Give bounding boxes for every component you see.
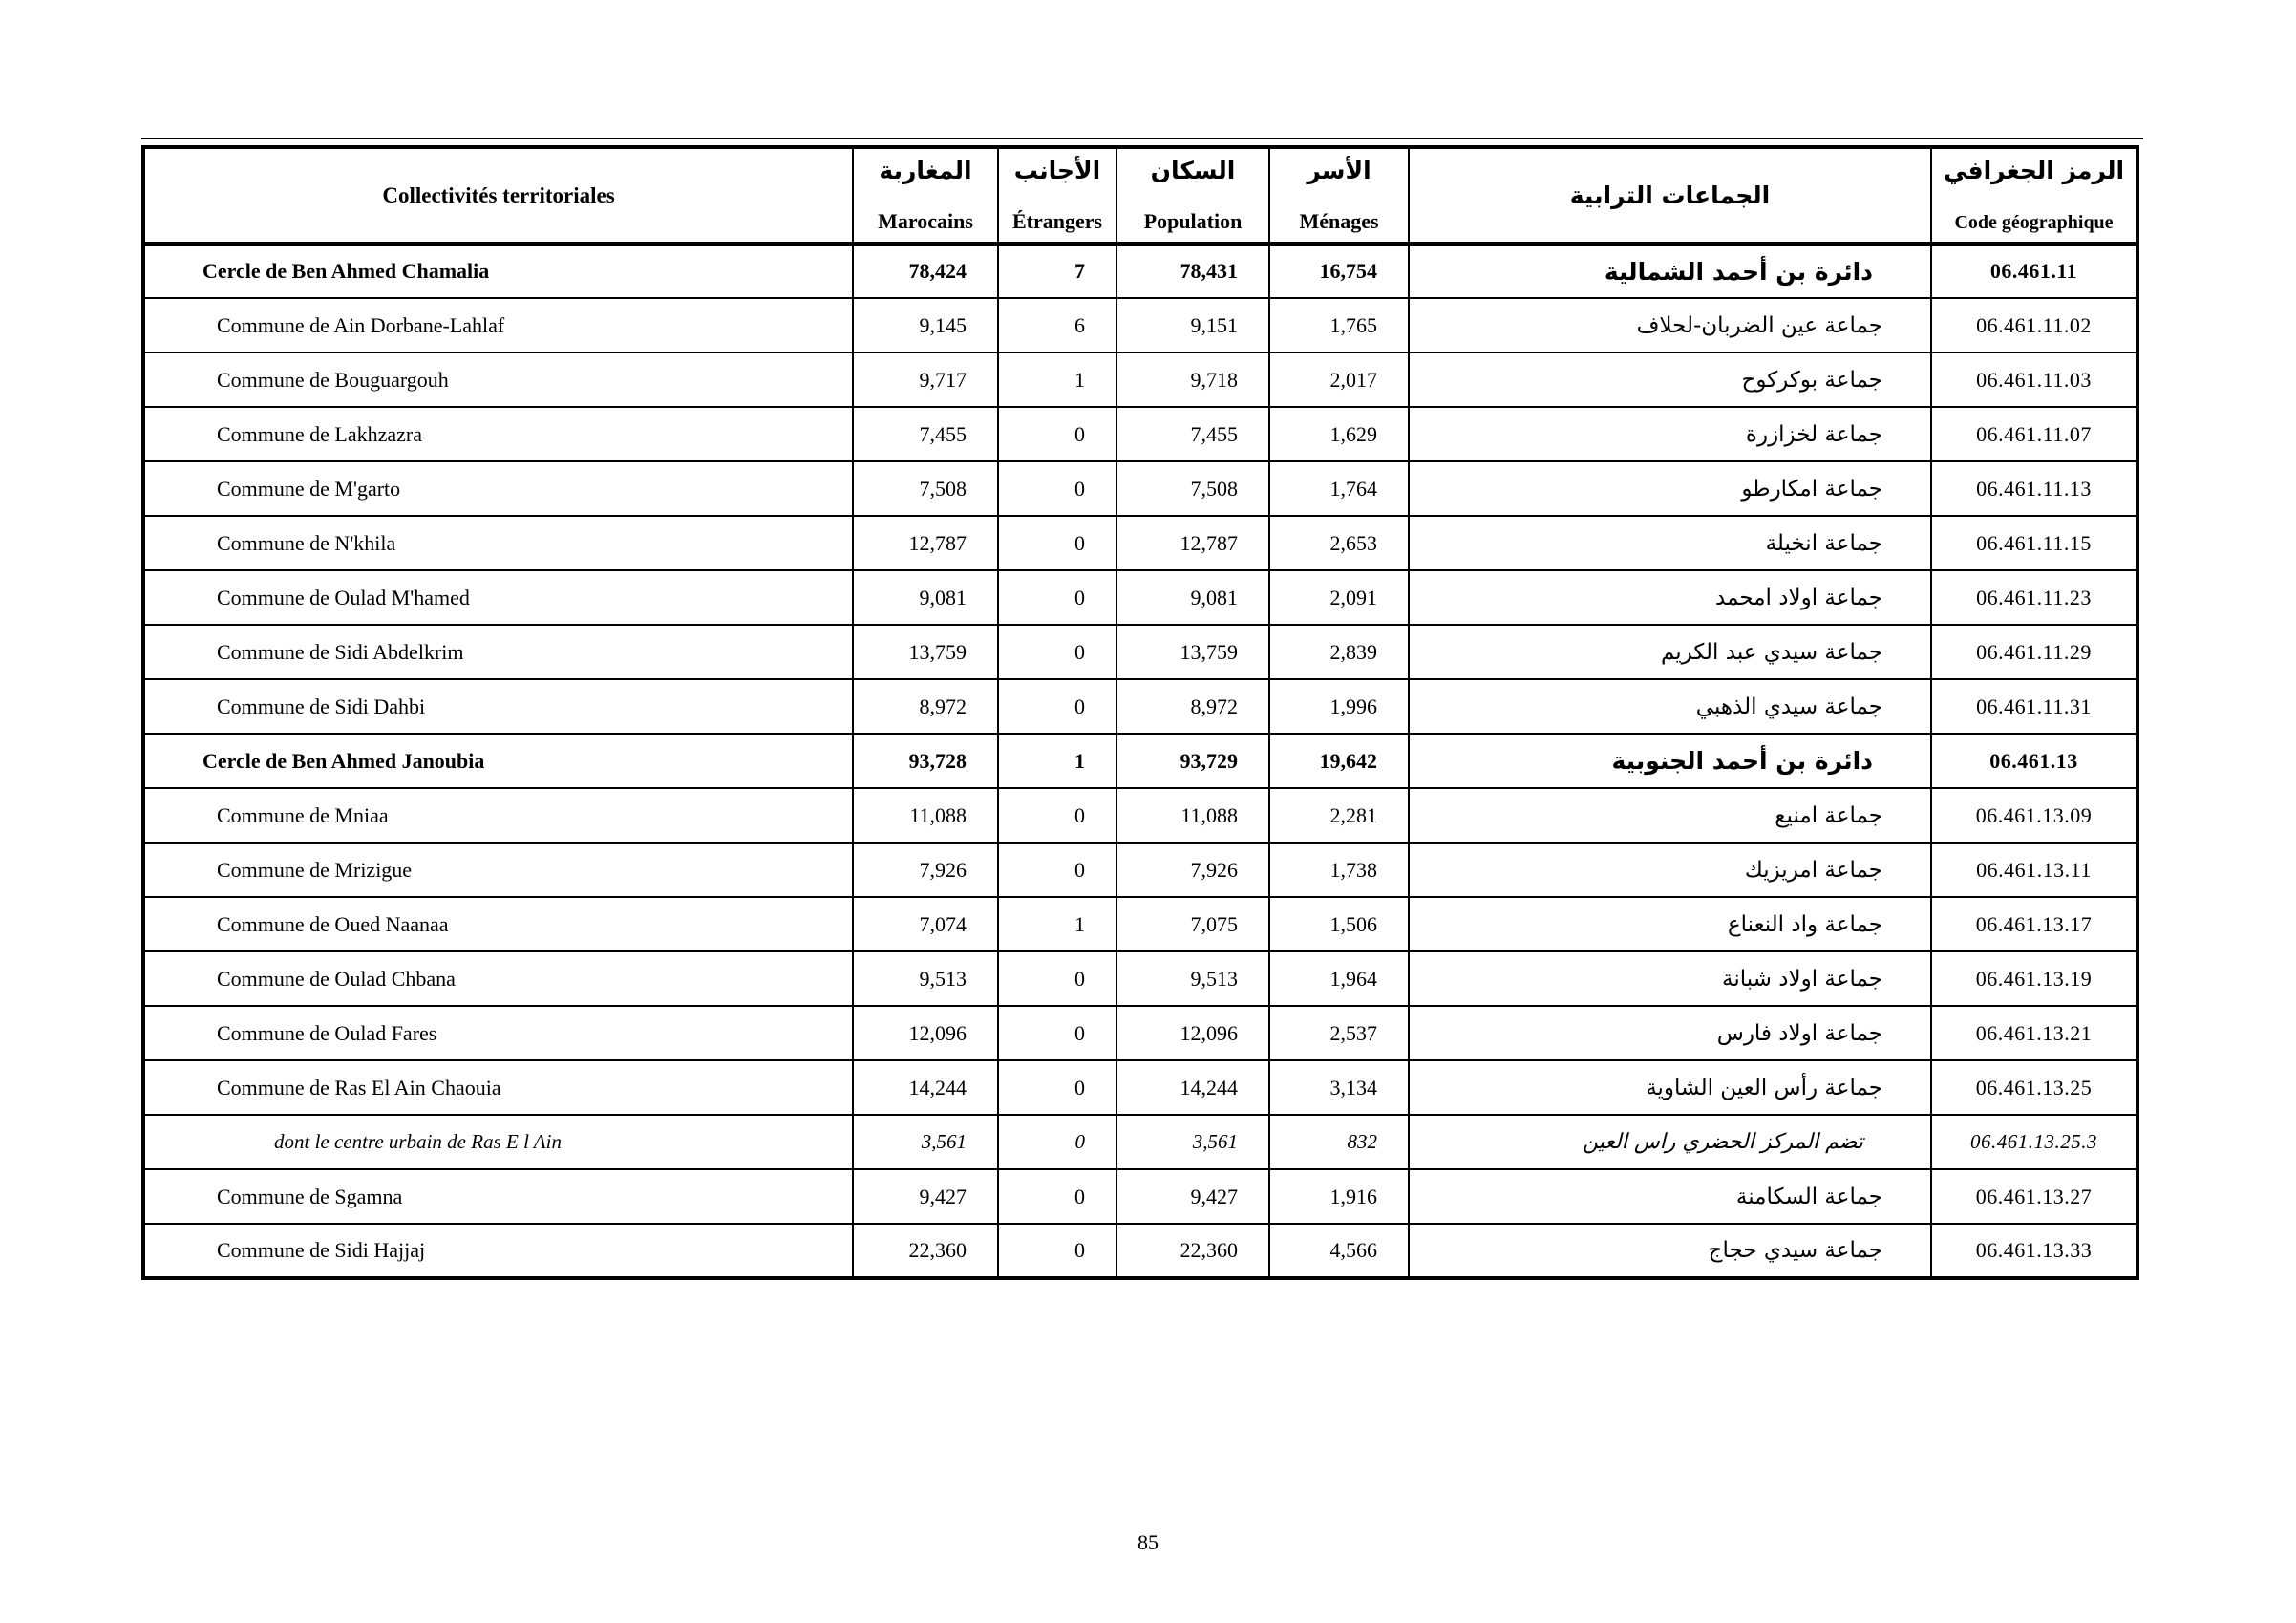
menages-value-cell: 2,017 <box>1269 352 1409 407</box>
marocains-value-cell: 7,074 <box>853 897 998 951</box>
geographic-code-cell: 06.461.13 <box>1931 734 2137 788</box>
population-value-cell: 12,787 <box>1116 516 1269 570</box>
marocains-value-cell: 7,455 <box>853 407 998 461</box>
geographic-code-cell: 06.461.11.31 <box>1931 679 2137 734</box>
marocains-value-cell: 7,508 <box>853 461 998 516</box>
table-row <box>143 516 2137 570</box>
population-value-cell: 14,244 <box>1116 1060 1269 1115</box>
marocains-value-cell: 14,244 <box>853 1060 998 1115</box>
commune-arabic-name-cell: جماعة واد النعناع <box>1409 897 1931 951</box>
page-number: 85 <box>1137 1530 1159 1554</box>
commune-arabic-name-cell: جماعة اولاد شبانة <box>1409 951 1931 1006</box>
population-value-cell: 11,088 <box>1116 788 1269 843</box>
menages-value-cell: 1,629 <box>1269 407 1409 461</box>
marocains-value-cell: 22,360 <box>853 1224 998 1278</box>
population-value-cell: 78,431 <box>1116 244 1269 298</box>
menages-value-cell: 1,764 <box>1269 461 1409 516</box>
menages-value-cell: 16,754 <box>1269 244 1409 298</box>
table-row <box>143 843 2137 897</box>
population-value-cell: 3,561 <box>1116 1115 1269 1169</box>
etrangers-value-cell: 0 <box>998 407 1116 461</box>
menages-value-cell: 2,537 <box>1269 1006 1409 1060</box>
menages-value-cell: 1,506 <box>1269 897 1409 951</box>
table-row <box>143 1169 2137 1224</box>
collectivite-name-cell: Commune de Mrizigue <box>143 843 853 897</box>
marocains-value-cell: 9,427 <box>853 1169 998 1224</box>
table-top-rule <box>141 138 2143 139</box>
commune-arabic-name-cell: جماعة عين الضربان-لحلاف <box>1409 298 1931 352</box>
population-value-cell: 8,972 <box>1116 679 1269 734</box>
etrangers-value-cell: 0 <box>998 679 1116 734</box>
etrangers-value-cell: 1 <box>998 734 1116 788</box>
etrangers-value-cell: 0 <box>998 516 1116 570</box>
collectivite-name-cell: dont le centre urbain de Ras E l Ain <box>143 1115 853 1169</box>
table-header-row <box>143 147 2137 244</box>
geographic-code-cell: 06.461.11.15 <box>1931 516 2137 570</box>
etrangers-value-cell: 0 <box>998 625 1116 679</box>
header-population-french: Population <box>1143 209 1243 233</box>
menages-value-cell: 4,566 <box>1269 1224 1409 1278</box>
etrangers-value-cell: 6 <box>998 298 1116 352</box>
collectivite-name-cell: Commune de Mniaa <box>143 788 853 843</box>
collectivite-name-cell: Commune de Sidi Hajjaj <box>143 1224 853 1278</box>
collectivite-name-cell: Commune de N'khila <box>143 516 853 570</box>
collectivite-name-cell: Commune de M'garto <box>143 461 853 516</box>
commune-arabic-name-cell: جماعة اولاد فارس <box>1409 1006 1931 1060</box>
geographic-code-cell: 06.461.13.19 <box>1931 951 2137 1006</box>
menages-value-cell: 2,281 <box>1269 788 1409 843</box>
header-marocains-arabic: المغاربة <box>879 157 972 184</box>
table-row <box>143 1006 2137 1060</box>
header-etrangers-french: Étrangers <box>1011 209 1103 233</box>
collectivite-name-cell: Commune de Sidi Dahbi <box>143 679 853 734</box>
commune-arabic-name-cell: جماعة اولاد امحمد <box>1409 570 1931 625</box>
marocains-value-cell: 3,561 <box>853 1115 998 1169</box>
menages-value-cell: 2,653 <box>1269 516 1409 570</box>
header-marocains-french: Marocains <box>878 209 973 233</box>
geographic-code-cell: 06.461.11.23 <box>1931 570 2137 625</box>
collectivite-name-cell: Commune de Oulad Fares <box>143 1006 853 1060</box>
menages-value-cell: 1,996 <box>1269 679 1409 734</box>
population-value-cell: 7,455 <box>1116 407 1269 461</box>
commune-arabic-name-cell: جماعة السكامنة <box>1409 1169 1931 1224</box>
table-row <box>143 407 2137 461</box>
table-row <box>143 788 2137 843</box>
geographic-code-cell: 06.461.13.17 <box>1931 897 2137 951</box>
table-row <box>143 244 2137 298</box>
table-row <box>143 461 2137 516</box>
geographic-code-cell: 06.461.11.03 <box>1931 352 2137 407</box>
menages-value-cell: 1,964 <box>1269 951 1409 1006</box>
menages-value-cell: 3,134 <box>1269 1060 1409 1115</box>
etrangers-value-cell: 0 <box>998 1224 1116 1278</box>
header-code-geographique <box>1931 147 2137 244</box>
table-row <box>143 625 2137 679</box>
menages-value-cell: 2,091 <box>1269 570 1409 625</box>
collectivite-name-cell: Commune de Ain Dorbane-Lahlaf <box>143 298 853 352</box>
header-code-french: Code géographique <box>1954 212 2114 233</box>
census-table-body <box>143 244 2137 1278</box>
commune-arabic-name-cell: جماعة رأس العين الشاوية <box>1409 1060 1931 1115</box>
geographic-code-cell: 06.461.13.33 <box>1931 1224 2137 1278</box>
table-row <box>143 352 2137 407</box>
geographic-code-cell: 06.461.11 <box>1931 244 2137 298</box>
menages-value-cell: 1,738 <box>1269 843 1409 897</box>
marocains-value-cell: 78,424 <box>853 244 998 298</box>
header-menages <box>1269 147 1409 244</box>
commune-arabic-name-cell: جماعة انخيلة <box>1409 516 1931 570</box>
header-collectivites-label: Collectivités territoriales <box>382 182 615 207</box>
menages-value-cell: 2,839 <box>1269 625 1409 679</box>
etrangers-value-cell: 1 <box>998 352 1116 407</box>
table-row <box>143 570 2137 625</box>
marocains-value-cell: 9,717 <box>853 352 998 407</box>
geographic-code-cell: 06.461.13.25.3 <box>1931 1115 2137 1169</box>
marocains-value-cell: 9,513 <box>853 951 998 1006</box>
commune-arabic-name-cell: جماعة امنيع <box>1409 788 1931 843</box>
header-menages-french: Ménages <box>1299 209 1379 233</box>
collectivite-name-cell: Cercle de Ben Ahmed Chamalia <box>143 244 853 298</box>
marocains-value-cell: 12,096 <box>853 1006 998 1060</box>
menages-value-cell: 1,916 <box>1269 1169 1409 1224</box>
marocains-value-cell: 12,787 <box>853 516 998 570</box>
population-value-cell: 7,926 <box>1116 843 1269 897</box>
header-communes-arabic <box>1409 147 1931 244</box>
collectivite-name-cell: Commune de Oulad Chbana <box>143 951 853 1006</box>
population-value-cell: 9,081 <box>1116 570 1269 625</box>
collectivite-name-cell: Commune de Sidi Abdelkrim <box>143 625 853 679</box>
marocains-value-cell: 93,728 <box>853 734 998 788</box>
etrangers-value-cell: 0 <box>998 1169 1116 1224</box>
commune-arabic-name-cell: تضم المركز الحضري راس العين <box>1409 1115 1931 1169</box>
header-marocains <box>853 147 998 244</box>
geographic-code-cell: 06.461.11.07 <box>1931 407 2137 461</box>
table-row <box>143 679 2137 734</box>
collectivite-name-cell: Commune de Oued Naanaa <box>143 897 853 951</box>
header-population <box>1116 147 1269 244</box>
etrangers-value-cell: 0 <box>998 788 1116 843</box>
commune-arabic-name-cell: جماعة امريزيك <box>1409 843 1931 897</box>
table-row <box>143 1060 2137 1115</box>
header-etrangers-arabic: الأجانب <box>1013 157 1101 184</box>
commune-arabic-name-cell: جماعة سيدي الذهبي <box>1409 679 1931 734</box>
collectivite-name-cell: Cercle de Ben Ahmed Janoubia <box>143 734 853 788</box>
population-value-cell: 93,729 <box>1116 734 1269 788</box>
population-value-cell: 7,508 <box>1116 461 1269 516</box>
table-row <box>143 1115 2137 1169</box>
table-row <box>143 897 2137 951</box>
marocains-value-cell: 11,088 <box>853 788 998 843</box>
menages-value-cell: 1,765 <box>1269 298 1409 352</box>
commune-arabic-name-cell: جماعة سيدي حجاج <box>1409 1224 1931 1278</box>
collectivite-name-cell: Commune de Oulad M'hamed <box>143 570 853 625</box>
geographic-code-cell: 06.461.11.13 <box>1931 461 2137 516</box>
etrangers-value-cell: 0 <box>998 570 1116 625</box>
header-menages-arabic: الأسر <box>1307 157 1371 184</box>
geographic-code-cell: 06.461.11.29 <box>1931 625 2137 679</box>
header-communes-arabic-label: الجماعات الترابية <box>1569 182 1771 209</box>
etrangers-value-cell: 7 <box>998 244 1116 298</box>
marocains-value-cell: 9,145 <box>853 298 998 352</box>
commune-arabic-name-cell: جماعة بوكركوح <box>1409 352 1931 407</box>
collectivite-name-cell: Commune de Ras El Ain Chaouia <box>143 1060 853 1115</box>
population-value-cell: 9,151 <box>1116 298 1269 352</box>
population-value-cell: 9,427 <box>1116 1169 1269 1224</box>
header-code-arabic: الرمز الجغرافي <box>1943 157 2125 184</box>
menages-value-cell: 832 <box>1269 1115 1409 1169</box>
collectivite-name-cell: Commune de Lakhzazra <box>143 407 853 461</box>
etrangers-value-cell: 1 <box>998 897 1116 951</box>
table-row <box>143 951 2137 1006</box>
header-population-arabic: السكان <box>1150 157 1236 184</box>
population-value-cell: 9,718 <box>1116 352 1269 407</box>
table-row <box>143 1224 2137 1278</box>
menages-value-cell: 19,642 <box>1269 734 1409 788</box>
etrangers-value-cell: 0 <box>998 1006 1116 1060</box>
geographic-code-cell: 06.461.13.27 <box>1931 1169 2137 1224</box>
marocains-value-cell: 7,926 <box>853 843 998 897</box>
geographic-code-cell: 06.461.11.02 <box>1931 298 2137 352</box>
population-value-cell: 7,075 <box>1116 897 1269 951</box>
marocains-value-cell: 8,972 <box>853 679 998 734</box>
commune-arabic-name-cell: دائرة بن أحمد الشمالية <box>1409 244 1931 298</box>
commune-arabic-name-cell: دائرة بن أحمد الجنوبية <box>1409 734 1931 788</box>
geographic-code-cell: 06.461.13.09 <box>1931 788 2137 843</box>
collectivite-name-cell: Commune de Bouguargouh <box>143 352 853 407</box>
table-row <box>143 734 2137 788</box>
commune-arabic-name-cell: جماعة لخزازرة <box>1409 407 1931 461</box>
geographic-code-cell: 06.461.13.25 <box>1931 1060 2137 1115</box>
etrangers-value-cell: 0 <box>998 1060 1116 1115</box>
geographic-code-cell: 06.461.13.11 <box>1931 843 2137 897</box>
population-value-cell: 22,360 <box>1116 1224 1269 1278</box>
etrangers-value-cell: 0 <box>998 843 1116 897</box>
census-table <box>141 145 2139 1280</box>
collectivite-name-cell: Commune de Sgamna <box>143 1169 853 1224</box>
population-value-cell: 12,096 <box>1116 1006 1269 1060</box>
header-collectivites <box>143 147 853 244</box>
etrangers-value-cell: 0 <box>998 1115 1116 1169</box>
marocains-value-cell: 9,081 <box>853 570 998 625</box>
header-etrangers <box>998 147 1116 244</box>
etrangers-value-cell: 0 <box>998 461 1116 516</box>
commune-arabic-name-cell: جماعة سيدي عبد الكريم <box>1409 625 1931 679</box>
etrangers-value-cell: 0 <box>998 951 1116 1006</box>
population-value-cell: 13,759 <box>1116 625 1269 679</box>
table-row <box>143 298 2137 352</box>
commune-arabic-name-cell: جماعة امكارطو <box>1409 461 1931 516</box>
marocains-value-cell: 13,759 <box>853 625 998 679</box>
population-value-cell: 9,513 <box>1116 951 1269 1006</box>
geographic-code-cell: 06.461.13.21 <box>1931 1006 2137 1060</box>
